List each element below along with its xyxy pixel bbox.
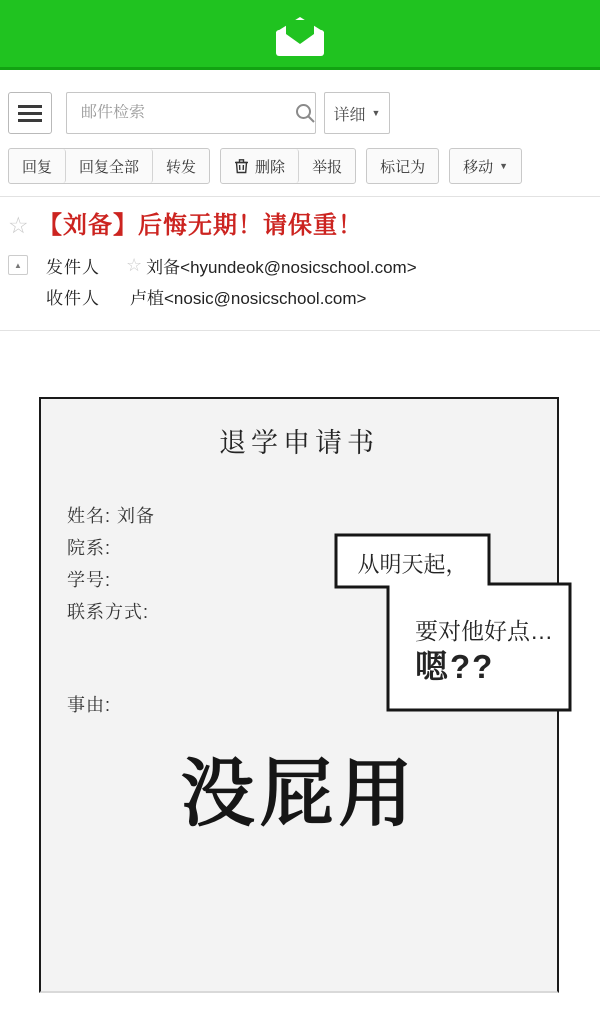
detail-label: 详细: [333, 106, 366, 124]
search-box: [66, 92, 316, 134]
form-field-department: 院系:: [67, 538, 112, 558]
move-button[interactable]: 移动 ▼: [449, 148, 522, 184]
reason-big-text: 没屁用: [180, 752, 418, 835]
chevron-down-icon: ▼: [499, 161, 509, 171]
to-address: 卢植<nosic@nosicschool.com>: [130, 288, 367, 308]
form-field-student-id: 学号:: [67, 570, 112, 590]
report-button[interactable]: 举报: [299, 149, 355, 183]
form-title: 退学申请书: [219, 428, 379, 458]
bubble-text-2: 要对他好点…: [415, 618, 553, 644]
delete-button[interactable]: 删除: [221, 149, 299, 183]
chevron-down-icon: ▼: [371, 108, 381, 118]
form-field-contact: 联系方式:: [67, 602, 150, 622]
mail-subject: 【刘备】后悔无期！请保重！: [38, 212, 363, 239]
mark-as-button[interactable]: 标记为: [366, 148, 439, 184]
toolbar-divider: [0, 196, 600, 197]
delete-button-group: [220, 148, 356, 184]
bubble-text-1: 从明天起，: [357, 552, 468, 577]
subject-row: [8, 210, 592, 241]
triangle-up-icon: ▲: [14, 260, 22, 270]
search-input[interactable]: [67, 104, 294, 122]
search-icon[interactable]: [294, 102, 316, 124]
to-label: 收件人: [46, 288, 100, 308]
form-field-name: 姓名: 刘备: [67, 506, 156, 526]
reply-button-group: [8, 148, 210, 184]
mail-action-toolbar: [8, 148, 592, 184]
trash-icon: [234, 158, 249, 174]
mail-logo-icon: [272, 11, 328, 57]
menu-button[interactable]: [8, 92, 52, 134]
from-label: 发件人: [46, 257, 100, 277]
reply-button[interactable]: 回复: [9, 149, 66, 183]
mail-body: [0, 331, 600, 993]
hamburger-icon: [18, 105, 42, 108]
favorite-star-icon[interactable]: ☆: [8, 212, 29, 238]
to-row: [46, 285, 592, 307]
mail-meta: [8, 254, 592, 307]
bubble-text-3: 嗯??: [415, 648, 495, 685]
reply-all-button[interactable]: 回复全部: [66, 149, 153, 183]
form-field-reason-label: 事由:: [67, 695, 112, 715]
forward-button[interactable]: 转发: [153, 149, 209, 183]
sender-star-icon[interactable]: ☆: [126, 254, 143, 275]
search-detail-dropdown[interactable]: [324, 92, 390, 134]
from-row: [46, 254, 592, 276]
from-address: 刘备<hyundeok@nosicschool.com>: [146, 257, 417, 277]
collapse-header-button[interactable]: [8, 255, 28, 275]
app-header: [0, 0, 600, 70]
comic-panel: [39, 397, 559, 993]
search-toolbar: [8, 92, 592, 134]
